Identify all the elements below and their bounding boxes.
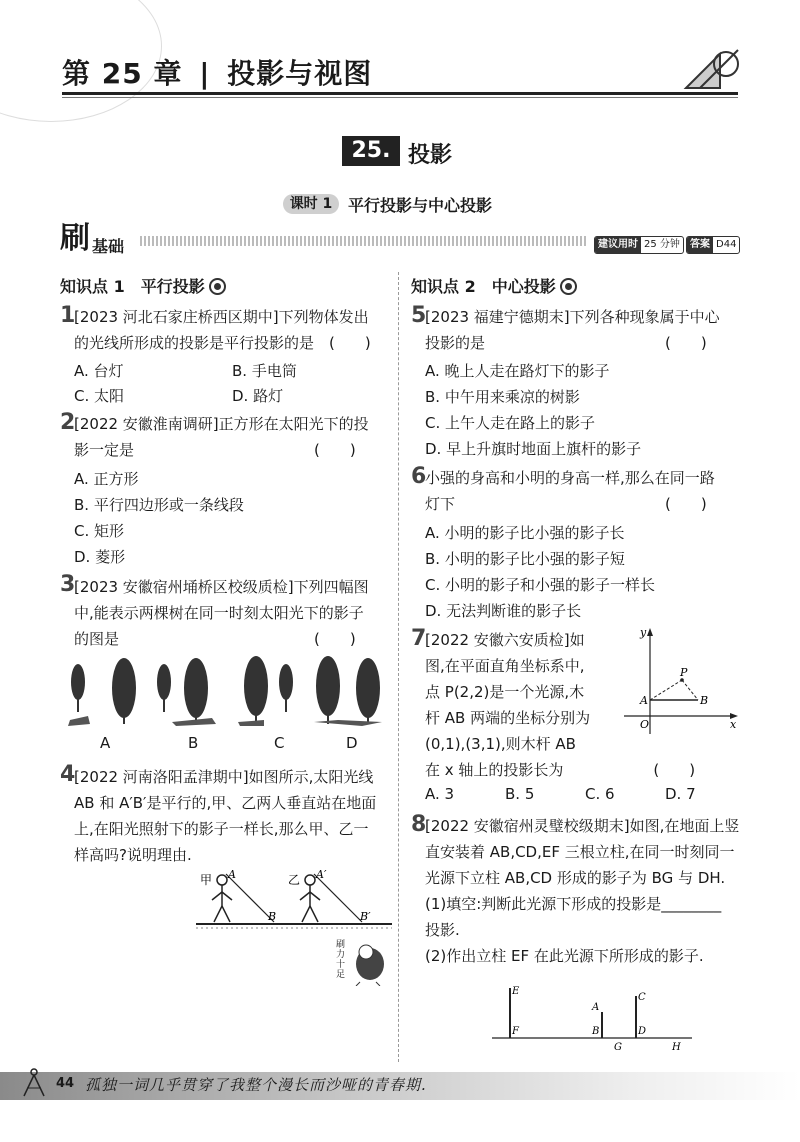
q8-line: [2022 安徽宿州灵璧校级期末]如图,在地面上竖 xyxy=(425,817,740,835)
origin-label: O xyxy=(640,718,650,731)
q1-line: 的光线所形成的投影是平行投影的是 ( ) xyxy=(74,334,371,352)
target-icon xyxy=(209,278,226,295)
q1-option: B. 手电筒 xyxy=(232,362,297,380)
q1-option: C. 太阳 xyxy=(74,387,125,405)
q1-option: A. 台灯 xyxy=(74,362,124,380)
q4-line: AB 和 A′B′是平行的,甲、乙两人垂直站在地面 xyxy=(74,794,377,812)
q7-line: 点 P(2,2)是一个光源,木 xyxy=(425,683,585,701)
q6-option: B. 小明的影子比小强的影子短 xyxy=(425,550,625,568)
q5-number: 5 xyxy=(411,303,427,328)
q5-option: D. 早上升旗时地面上旗杆的影子 xyxy=(425,440,642,458)
q8-number: 8 xyxy=(411,812,427,837)
q7-number: 7 xyxy=(411,626,427,651)
q3-line: 中,能表示两棵树在同一时刻太阳光下的影子 xyxy=(74,604,364,622)
fig-label-A: A xyxy=(228,868,236,881)
chapter-header: 第 25 章 | 投影与视图 xyxy=(62,57,373,90)
q4-line: 样高吗?说明理由. xyxy=(74,846,192,864)
footer-motto: 孤独一词几乎贯穿了我整个漫长而沙哑的青春期. xyxy=(85,1076,427,1094)
pillar-A-label: A xyxy=(592,1002,600,1013)
q4-line: [2022 河南洛阳孟津期中]如图所示,太阳光线 xyxy=(74,768,374,786)
q2-number: 2 xyxy=(60,410,76,435)
q7-option: A. 3 xyxy=(425,785,455,803)
tree-pair-d xyxy=(314,656,382,726)
tree-pair-a xyxy=(68,658,136,726)
q1-option: D. 路灯 xyxy=(232,387,284,405)
q7-line: 杆 AB 两端的坐标分别为 xyxy=(425,709,591,727)
fig-label-B-prime: B′ xyxy=(360,910,371,923)
pillar-D-label: D xyxy=(638,1026,647,1037)
q1-line: [2023 河北石家庄桥西区期中]下列物体发出 xyxy=(74,308,369,326)
decor-bar xyxy=(140,236,588,246)
section-number: 25. 1 xyxy=(342,136,400,166)
q7-option: B. 5 xyxy=(505,785,535,803)
target-icon xyxy=(560,278,577,295)
q3-label: D xyxy=(346,734,358,752)
point-H-label: H xyxy=(672,1042,681,1052)
q3-number: 3 xyxy=(60,572,76,597)
time-badge xyxy=(594,236,684,254)
q6-option: D. 无法判断谁的影子长 xyxy=(425,602,582,620)
q8-line: 投影. xyxy=(425,921,460,939)
pillar-F-label: F xyxy=(512,1026,519,1037)
axis-y-label: y xyxy=(640,626,647,639)
column-divider xyxy=(398,272,399,1062)
fig-label-yi: 乙 xyxy=(288,873,301,887)
pillar-E-label: E xyxy=(512,986,520,997)
q3-label: C xyxy=(274,734,285,752)
tools-icon xyxy=(680,44,742,94)
header-rule xyxy=(62,92,738,95)
q2-option: A. 正方形 xyxy=(74,470,139,488)
chapter-number: 第 25 章 xyxy=(62,57,183,90)
mascot-caption: 刷力十足 xyxy=(336,940,346,980)
knowledge-point-2 xyxy=(411,274,577,297)
q6-option: A. 小明的影子比小强的影子长 xyxy=(425,524,625,542)
answer-badge-value: D44 xyxy=(716,239,737,250)
q3-label: A xyxy=(100,734,111,752)
q7-line: [2022 安徽六安质检]如 xyxy=(425,631,585,649)
fig-label-jia: 甲 xyxy=(200,873,213,887)
q5-option: B. 中午用来乘凉的树影 xyxy=(425,388,580,406)
point-P-label: P xyxy=(680,666,688,679)
chapter-title: 投影与视图 xyxy=(227,57,373,90)
q7-line: 在 x 轴上的投影长为 ( ) xyxy=(425,761,696,779)
q5-option: A. 晚上人走在路灯下的影子 xyxy=(425,362,610,380)
q6-line: 灯下 ( ) xyxy=(425,495,707,513)
lesson-title: 平行投影与中心投影 xyxy=(348,196,493,215)
pillar-C-label: C xyxy=(638,992,646,1003)
kp2-label: 知识点 2 中心投影 xyxy=(411,277,556,296)
q2-line: [2022 安徽淮南调研]正方形在太阳光下的投 xyxy=(74,415,369,433)
q8-line: 直安装着 AB,CD,EF 三根立柱,在同一时刻同一 xyxy=(425,843,735,861)
q5-option: C. 上午人走在路上的影子 xyxy=(425,414,596,432)
q7-coordinate-figure xyxy=(620,624,740,742)
q6-number: 6 xyxy=(411,464,427,489)
q2-option: B. 平行四边形或一条线段 xyxy=(74,496,244,514)
tree-pair-c xyxy=(238,656,293,726)
q3-trees-figure xyxy=(66,652,392,728)
pillar-B-label: B xyxy=(592,1026,600,1037)
q4-line: 上,在阳光照射下的影子一样长,那么甲、乙一 xyxy=(74,820,369,838)
q8-line: 光源下立柱 AB,CD 形成的影子为 BG 与 DH. xyxy=(425,869,726,887)
answer-badge-label: 答案 xyxy=(687,237,713,253)
q2-option: C. 矩形 xyxy=(74,522,125,540)
point-B-label: B xyxy=(700,694,709,707)
q5-line: [2023 福建宁德期末]下列各种现象属于中心 xyxy=(425,308,720,326)
q8-line: (1)填空:判断此光源下形成的投影是________ xyxy=(425,895,722,913)
q4-shadow-figure xyxy=(196,866,392,932)
axis-x-label: x xyxy=(730,718,737,731)
q6-option: C. 小明的影子和小强的影子一样长 xyxy=(425,576,656,594)
answer-badge xyxy=(686,236,740,254)
lesson-label: 课时 1 xyxy=(283,194,339,214)
fig-label-B: B xyxy=(268,910,277,923)
compass-icon xyxy=(18,1066,50,1100)
q8-pillars-figure xyxy=(492,980,702,1052)
tree-pair-b xyxy=(157,658,216,726)
q7-option: D. 7 xyxy=(665,785,696,803)
q1-number: 1 xyxy=(60,303,76,328)
q2-option: D. 菱形 xyxy=(74,548,126,566)
point-G-label: G xyxy=(614,1042,622,1052)
time-badge-value: 25 分钟 xyxy=(644,239,680,250)
brush-char: 刷 xyxy=(60,221,90,256)
q7-line: 图,在平面直角坐标系中, xyxy=(425,657,585,675)
brush-sub: 基础 xyxy=(92,237,125,256)
q7-option: C. 6 xyxy=(585,785,615,803)
time-badge-label: 建议用时 xyxy=(595,237,641,253)
section-title: 投影 xyxy=(408,143,453,168)
q8-line: (2)作出立柱 EF 在此光源下所形成的影子. xyxy=(425,947,704,965)
knowledge-point-1 xyxy=(60,274,226,297)
q3-line: [2023 安徽宿州埇桥区校级质检]下列四幅图 xyxy=(74,578,369,596)
q3-label: B xyxy=(188,734,199,752)
q6-line: 小强的身高和小明的身高一样,那么在同一路 xyxy=(425,469,715,487)
q5-line: 投影的是 ( ) xyxy=(425,334,707,352)
kp1-label: 知识点 1 平行投影 xyxy=(60,277,205,296)
q4-number: 4 xyxy=(60,762,76,787)
page-number: 44 xyxy=(56,1076,75,1091)
point-A-label: A xyxy=(640,694,648,707)
header-rule-thin xyxy=(62,97,738,98)
fig-label-A-prime: A′ xyxy=(316,868,327,881)
q2-line: 影一定是 ( ) xyxy=(74,441,356,459)
q3-line: 的图是 ( ) xyxy=(74,630,356,648)
q7-line: (0,1),(3,1),则木杆 AB xyxy=(425,735,576,753)
